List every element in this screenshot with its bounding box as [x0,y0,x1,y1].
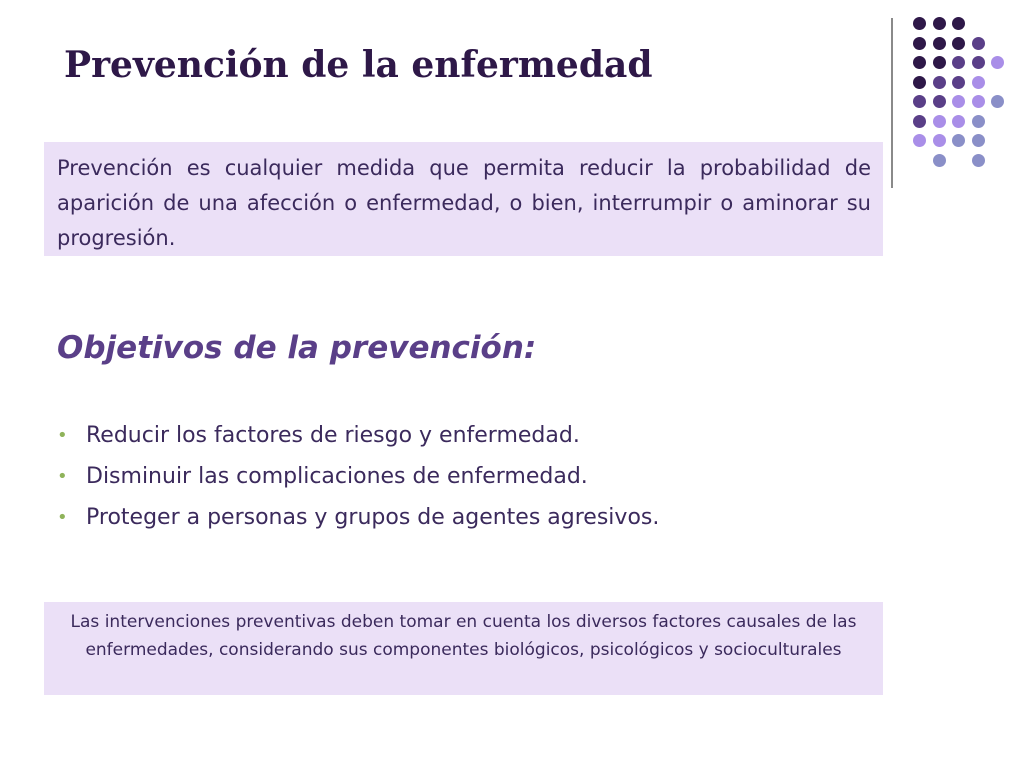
decorative-dot-icon [972,56,985,69]
decorative-dot-icon [952,95,965,108]
decorative-dot-icon [972,37,985,50]
decorative-dot-icon [952,134,965,147]
decorative-divider-line [891,18,893,188]
objective-text: Disminuir las complicaciones de enfermedad. [86,464,588,489]
note-box [44,602,883,695]
decorative-dot-icon [913,95,926,108]
decorative-dot-icon [933,154,946,167]
decorative-dot-icon [952,115,965,128]
note-text: Las intervenciones preventivas deben tomar en cuenta los diversos factores causales de las enfermedades, considerando sus componentes biológicos, psicológicos y socioculturales [70,612,857,660]
decorative-dot-icon [913,134,926,147]
decorative-dot-icon [933,115,946,128]
decorative-dot-icon [952,17,965,30]
objectives-list [57,418,659,541]
decorative-dot-icon [991,56,1004,69]
decorative-dot-icon [972,76,985,89]
decorative-dot-icon [952,76,965,89]
decorative-dot-icon [933,37,946,50]
decorative-dot-icon [913,56,926,69]
list-item [57,418,659,459]
definition-box [44,142,883,256]
decorative-dot-icon [913,76,926,89]
decorative-dot-icon [933,95,946,108]
list-item [57,459,659,500]
slide-title: Prevención de la enfermedad [64,44,653,86]
decorative-dot-icon [913,115,926,128]
bullet-icon: • [57,466,68,487]
decorative-dot-icon [952,37,965,50]
decorative-dot-icon [913,17,926,30]
objectives-heading: Objetivos de la prevención: [57,330,537,366]
decorative-dot-icon [952,56,965,69]
decorative-dot-icon [913,37,926,50]
decorative-dot-icon [933,56,946,69]
decorative-dot-icon [972,115,985,128]
list-item [57,500,659,541]
decorative-dot-icon [933,76,946,89]
decorative-dot-icon [972,134,985,147]
objective-text: Proteger a personas y grupos de agentes agresivos. [86,505,660,530]
decorative-dot-icon [972,95,985,108]
objective-text: Reducir los factores de riesgo y enfermedad. [86,423,580,448]
decorative-dot-icon [933,17,946,30]
decorative-dot-icon [991,95,1004,108]
bullet-icon: • [57,507,68,528]
decorative-dot-icon [972,154,985,167]
decorative-dot-icon [933,134,946,147]
bullet-icon: • [57,425,68,446]
definition-text: Prevención es cualquier medida que permita reducir la probabilidad de aparición de una afección o enfermedad, o bien, interrumpir o aminorar su progresión. [57,156,871,250]
